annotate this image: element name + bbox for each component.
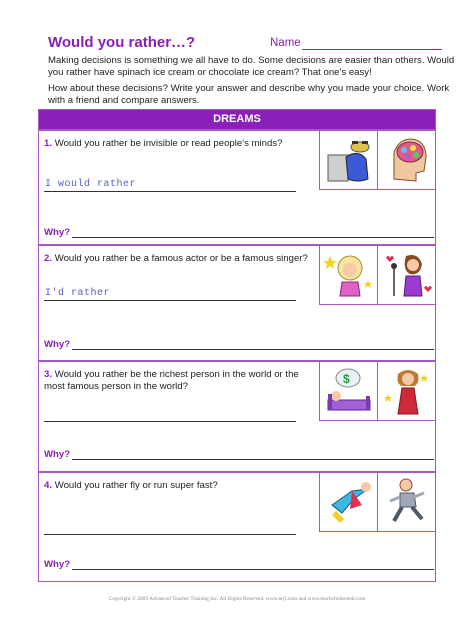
why-label: Why? <box>44 339 71 350</box>
question-text <box>44 138 314 150</box>
picture-actress <box>319 246 377 304</box>
invisible-person-icon <box>322 133 376 187</box>
answer-field[interactable] <box>44 177 296 192</box>
actress-star-icon <box>322 248 376 302</box>
why-row <box>44 449 432 463</box>
header <box>48 34 448 54</box>
flying-superhero-icon <box>322 475 376 529</box>
picture-rich-dreamer <box>319 362 377 420</box>
famous-woman-icon <box>380 364 434 418</box>
question-block-1 <box>39 129 435 244</box>
answer-text: I'd rather <box>45 288 111 299</box>
question-prompt: Would you rather fly or run super fast? <box>54 480 218 491</box>
name-field[interactable] <box>302 49 442 50</box>
question-number: 1. <box>44 138 53 149</box>
question-block-4 <box>39 471 435 581</box>
brain-head-icon <box>380 133 434 187</box>
question-number: 4. <box>44 480 53 491</box>
picture-flying-superhero <box>319 473 377 531</box>
picture-invisible-person <box>319 131 377 189</box>
picture-brain-head <box>377 131 435 189</box>
section-banner: DREAMS <box>39 110 435 129</box>
why-label: Why? <box>44 227 71 238</box>
answer-text: I would rather <box>45 179 137 190</box>
why-row <box>44 559 432 573</box>
name-label: Name <box>270 37 301 49</box>
question-prompt: Would you rather be the richest person in the world or the most famous person in the world? <box>44 369 299 392</box>
picture-divider <box>319 304 435 305</box>
question-text <box>44 480 314 492</box>
why-label: Why? <box>44 449 71 460</box>
answer-field[interactable] <box>44 407 296 422</box>
worksheet <box>38 109 436 582</box>
answer-field[interactable] <box>44 520 296 535</box>
picture-famous-woman <box>377 362 435 420</box>
question-block-2 <box>39 244 435 360</box>
picture-singer <box>377 246 435 304</box>
picture-running-man <box>377 473 435 531</box>
rich-dreamer-icon <box>322 364 376 418</box>
question-prompt: Would you rather be a famous actor or be a famous singer? <box>54 253 308 264</box>
svg-text:$: $ <box>343 372 350 386</box>
question-text <box>44 253 314 265</box>
copyright-footer: Copyright © 2009 Advanced Teacher Training Inc. All Rights Reserved. www.teyl.com and www.teachchildreneil.com <box>108 596 366 602</box>
why-answer-field[interactable] <box>72 349 434 350</box>
question-number: 3. <box>44 369 53 380</box>
why-answer-field[interactable] <box>72 569 434 570</box>
why-row <box>44 339 432 353</box>
intro-paragraph-2: How about these decisions? Write your answer and describe why you made your choice. Work with a friend and compare answers. <box>48 83 450 106</box>
question-prompt: Would you rather be invisible or read people's minds? <box>54 138 283 149</box>
question-text <box>44 369 314 393</box>
singer-microphone-icon <box>380 248 434 302</box>
picture-divider <box>319 531 435 532</box>
question-number: 2. <box>44 253 53 264</box>
running-man-icon <box>380 475 434 529</box>
intro-paragraph-1: Making decisions is something we all have to do. Some decisions are easier than others. Would you rather have spinach ice cream or chocolate ice cream? That one's easy! <box>48 55 455 78</box>
picture-divider <box>319 189 435 190</box>
why-label: Why? <box>44 559 71 570</box>
picture-divider <box>319 420 435 421</box>
why-row <box>44 227 432 241</box>
answer-field[interactable] <box>44 286 296 301</box>
question-block-3 <box>39 360 435 471</box>
page-title: Would you rather…? <box>48 34 196 51</box>
why-answer-field[interactable] <box>72 459 434 460</box>
why-answer-field[interactable] <box>72 237 434 238</box>
